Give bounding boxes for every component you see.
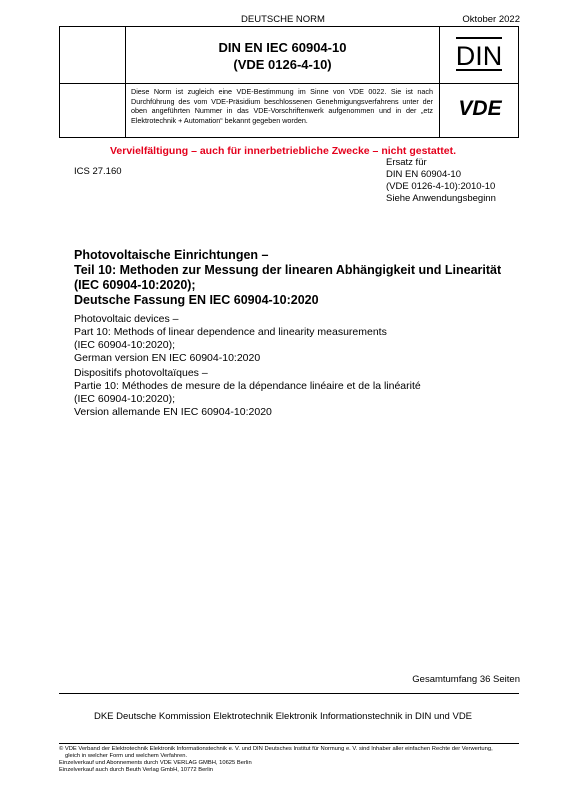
replacement-line: (VDE 0126-4-10):2010-10 <box>386 181 496 192</box>
copy-warning: Vervielfältigung – auch für innerbetriebliche Zwecke – nicht gestattet. <box>109 145 456 157</box>
title-french <box>74 367 534 419</box>
ics-code: ICS 27.160 <box>74 166 122 177</box>
standard-number-line2: (VDE 0126-4-10) <box>233 57 332 72</box>
title-german <box>74 248 534 308</box>
title-line: (IEC 60904-10:2020); <box>74 393 175 405</box>
copyright-notice <box>59 746 529 774</box>
vde-logo <box>450 95 510 119</box>
title-line: (IEC 60904-10:2020); <box>74 339 175 351</box>
footer-organization: DKE Deutsche Kommission Elektrotechnik Elektronik Informationstechnik in DIN und VDE <box>93 711 473 722</box>
replacement-info <box>386 157 496 205</box>
title-line: Version allemande EN IEC 60904-10:2020 <box>74 406 272 418</box>
replacement-line: DIN EN 60904-10 <box>386 169 461 180</box>
page-count: Gesamtumfang 36 Seiten <box>412 674 520 685</box>
header-box <box>59 26 519 138</box>
title-line: Photovoltaic devices – <box>74 313 179 325</box>
title-line: Deutsche Fassung EN IEC 60904-10:2020 <box>74 293 319 307</box>
document-date: Oktober 2022 <box>462 14 520 25</box>
replacement-line: Ersatz für <box>386 157 427 168</box>
document-series: DEUTSCHE NORM <box>241 14 325 25</box>
title-line: Photovoltaische Einrichtungen – <box>74 248 269 262</box>
title-line: Teil 10: Methoden zur Messung der linearen Abhängigkeit und Linearität <box>74 263 502 277</box>
copyright-line: © VDE Verband der Elektrotechnik Elektronik Informationstechnik e. V. und DIN Deutsches Institut für Normung e. V. sind Inhaber aller einfachen Rechte der Verwertung, <box>59 746 493 752</box>
replacement-line: Siehe Anwendungsbeginn <box>386 193 496 204</box>
title-line: Dispositifs photovoltaïques – <box>74 367 208 379</box>
copyright-line: gleich in welcher Form und welchem Verfahren. <box>65 753 188 759</box>
copyright-line: Einzelverkauf auch durch Beuth Verlag GmbH, 10772 Berlin <box>59 767 214 773</box>
din-logo-text: DIN <box>456 41 502 71</box>
din-logo <box>456 37 502 71</box>
copyright-line: Einzelverkauf und Abonnements durch VDE VERLAG GMBH, 10625 Berlin <box>59 760 252 766</box>
title-line: (IEC 60904-10:2020); <box>74 278 196 292</box>
divider <box>59 743 519 744</box>
standard-number-line1: DIN EN IEC 60904-10 <box>218 40 347 55</box>
divider <box>59 693 519 694</box>
divider <box>60 83 518 84</box>
title-line: Partie 10: Méthodes de mesure de la dépendance linéaire et de la linéarité <box>74 380 421 392</box>
title-line: Part 10: Methods of linear dependence and linearity measurements <box>74 326 387 338</box>
vde-logo-text: VDE <box>458 97 502 119</box>
standard-number <box>126 39 439 73</box>
title-line: German version EN IEC 60904-10:2020 <box>74 352 261 364</box>
divider <box>439 27 440 137</box>
vde-note: Diese Norm ist zugleich eine VDE-Bestimmung im Sinne von VDE 0022. Sie ist nach Durchführung des vom VDE-Präsidium beschlossenen Genehmigungsverfahrens unter der oben angeführten Nummer in das VDE-Vorschriftenwerk aufgenommen und in der „etz Elektrotechnik + Automation“ bekannt gegeben worden. <box>131 87 433 125</box>
title-english <box>74 313 534 365</box>
